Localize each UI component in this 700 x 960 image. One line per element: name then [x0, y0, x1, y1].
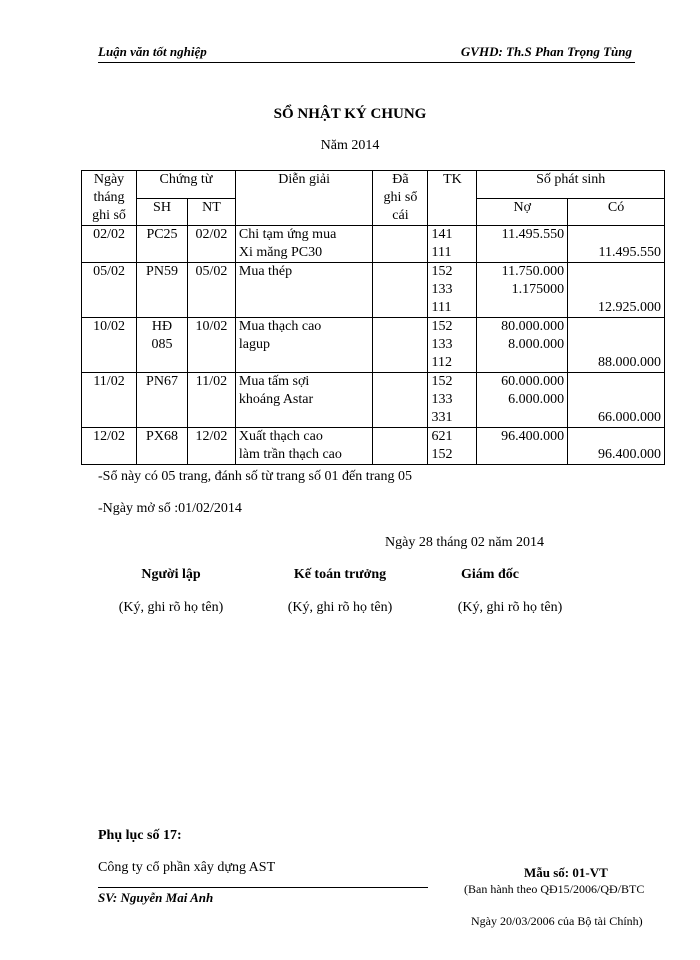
col-sh-header: SH	[137, 198, 188, 226]
form-date: Ngày 20/03/2006 của Bộ tài Chính)	[471, 914, 643, 928]
cell-tk: 621 152	[428, 428, 477, 465]
journal-table	[81, 170, 665, 465]
student-name: SV: Nguyễn Mai Anh	[98, 890, 214, 905]
table-row	[82, 226, 665, 263]
col-desc-header: Diễn giải	[235, 171, 373, 226]
cell-posted	[373, 373, 428, 428]
cell-posted	[373, 318, 428, 373]
table-row	[82, 373, 665, 428]
cell-credit: 88.000.000	[568, 318, 665, 373]
cell-desc: Xuất thạch cao làm trần thạch cao	[235, 428, 373, 465]
cell-credit: 12.925.000	[568, 263, 665, 318]
form-code: Mẫu số: 01-VT	[524, 865, 608, 880]
header-right: GVHD: Th.S Phan Trọng Tùng	[460, 44, 632, 59]
table-row	[82, 428, 665, 465]
col-credit-header: Có	[568, 198, 665, 226]
page-subtitle: Năm 2014	[320, 138, 380, 153]
cell-sh: PN59	[137, 263, 188, 318]
cell-date: 10/02	[82, 318, 137, 373]
company-name: Công ty cổ phần xây dựng AST	[98, 860, 276, 875]
cell-tk: 152 133 112	[428, 318, 477, 373]
table-header-row	[82, 171, 665, 199]
col-tk-header: TK	[428, 171, 477, 226]
page-title: SỔ NHẬT KÝ CHUNG	[273, 106, 427, 122]
table-row	[82, 318, 665, 373]
cell-desc: Chi tạm ứng mua Xi măng PC30	[235, 226, 373, 263]
cell-date: 12/02	[82, 428, 137, 465]
cell-credit: 96.400.000	[568, 428, 665, 465]
cell-sh: PC25	[137, 226, 188, 263]
header-left: Luận văn tốt nghiệp	[98, 44, 207, 59]
cell-debit: 80.000.000 8.000.000	[477, 318, 568, 373]
signature-note-director: (Ký, ghi rõ họ tên)	[457, 600, 563, 615]
signature-note-preparer: (Ký, ghi rõ họ tên)	[118, 600, 224, 615]
form-issued: (Ban hành theo QĐ15/2006/QĐ/BTC	[464, 882, 645, 896]
cell-nt: 11/02	[187, 373, 235, 428]
signature-role-director: Giám đốc	[461, 567, 519, 582]
cell-debit: 11.495.550	[477, 226, 568, 263]
col-posted-header: Đã ghi sổ cái	[373, 171, 428, 226]
note-pages: -Sổ này có 05 trang, đánh số từ trang số 01 đến trang 05	[98, 469, 412, 484]
appendix-label: Phụ lục số 17:	[98, 828, 182, 843]
cell-sh: PX68	[137, 428, 188, 465]
col-voucher-header: Chứng từ	[137, 171, 236, 199]
cell-credit: 66.000.000	[568, 373, 665, 428]
cell-debit: 60.000.000 6.000.000	[477, 373, 568, 428]
cell-posted	[373, 226, 428, 263]
cell-desc: Mua thép	[235, 263, 373, 318]
cell-desc: Mua thạch cao lagup	[235, 318, 373, 373]
cell-debit: 11.750.000 1.175000	[477, 263, 568, 318]
signature-role-preparer: Người lập	[141, 567, 201, 582]
cell-desc: Mua tấm sợi khoáng Astar	[235, 373, 373, 428]
cell-debit: 96.400.000	[477, 428, 568, 465]
cell-tk: 152 133 331	[428, 373, 477, 428]
cell-credit: 11.495.550	[568, 226, 665, 263]
cell-nt: 02/02	[187, 226, 235, 263]
cell-posted	[373, 263, 428, 318]
date-line: Ngày 28 tháng 02 năm 2014	[385, 535, 545, 550]
cell-date: 02/02	[82, 226, 137, 263]
cell-date: 11/02	[82, 373, 137, 428]
footer-rule	[98, 887, 428, 888]
col-nt-header: NT	[187, 198, 235, 226]
col-date-header: Ngày tháng ghi sổ	[82, 171, 137, 226]
cell-sh: PN67	[137, 373, 188, 428]
cell-nt: 12/02	[187, 428, 235, 465]
table-row	[82, 263, 665, 318]
cell-nt: 10/02	[187, 318, 235, 373]
cell-date: 05/02	[82, 263, 137, 318]
cell-tk: 152 133 111	[428, 263, 477, 318]
cell-nt: 05/02	[187, 263, 235, 318]
signature-note-chief-accountant: (Ký, ghi rõ họ tên)	[287, 600, 393, 615]
col-amount-header: Số phát sinh	[477, 171, 665, 199]
note-opened: -Ngày mở sổ :01/02/2014	[98, 501, 242, 516]
signature-role-chief-accountant: Kế toán trưởng	[293, 567, 387, 582]
cell-posted	[373, 428, 428, 465]
col-debit-header: Nợ	[477, 198, 568, 226]
cell-tk: 141 111	[428, 226, 477, 263]
journal-body	[82, 226, 665, 465]
cell-sh: HĐ 085	[137, 318, 188, 373]
header-rule	[98, 62, 635, 63]
